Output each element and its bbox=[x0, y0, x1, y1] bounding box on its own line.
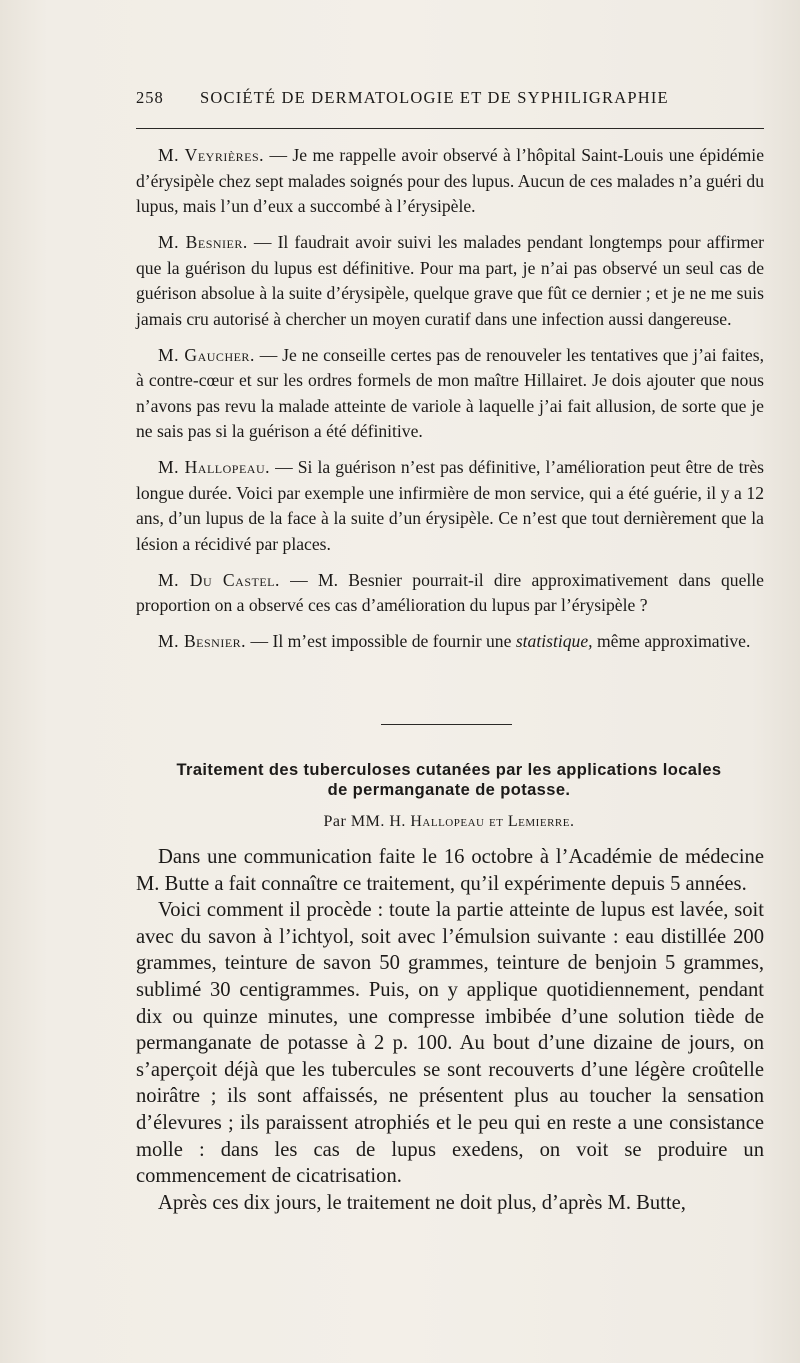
article-paragraph: Après ces dix jours, le traitement ne doit plus, d’après M. Butte, bbox=[158, 1191, 686, 1214]
article-byline bbox=[132, 813, 766, 831]
article-title-line: de permanganate de potasse. bbox=[327, 781, 571, 799]
page-number: 258 bbox=[136, 88, 164, 107]
discussion-paragraph bbox=[136, 143, 764, 220]
speaker-name: M. Veyrières. bbox=[158, 145, 265, 165]
discussion-paragraph bbox=[136, 343, 764, 445]
discussion-paragraph bbox=[136, 230, 764, 332]
speaker-remark: — Il m’est impossible de fournir une bbox=[246, 631, 516, 651]
byline-authors: H. Hallopeau et Lemierre. bbox=[389, 813, 575, 830]
discussion-paragraph bbox=[136, 455, 764, 557]
speaker-name: M. Besnier. bbox=[158, 631, 247, 651]
byline-prefix: Par MM. bbox=[323, 813, 390, 830]
speaker-remark: — Si la guérison n’est pas définitive, l’amélioration peut être de très longue durée. Voici par exemple une infirmière de mon service, qui a été guérie, il y a 12 ans, d’un lupus de la face à la suite d’un érysipèle. Ce n’est que tout dernièrement que la lésion a récidivé par places. bbox=[136, 457, 764, 554]
discussion-section bbox=[136, 143, 764, 665]
running-header bbox=[136, 88, 764, 108]
speaker-name: M. Gaucher. bbox=[158, 344, 255, 365]
speaker-remark: — M. Besnier pourrait-il dire approximativement dans quelle proportion on a observé ces cas d’amélioration du lupus par l’érysipèle ? bbox=[136, 569, 764, 615]
speaker-remark: — Je me rappelle avoir observé à l’hôpital Saint-Louis une épidémie d’érysipèle chez sept malades soignés pour des lupus. Aucun de ces malades n’a guéri du lupus, mais l’un d’eux a succombé à l’érysipèle. bbox=[136, 145, 764, 216]
article-paragraph: Dans une communication faite le 16 octobre à l’Académie de médecine M. Butte a fait connaître ce traitement, qu’il expérimente depuis 5 années. bbox=[136, 846, 764, 895]
speaker-remark: — Je ne conseille certes pas de renouveler les tentatives que j’ai faites, à contre-cœur et sur les ordres formels de mon maître Hillairet. Je dois ajouter que nous n’avons pas revu la malade atteinte de variole à laquelle j’ai fait allusion, de sorte que je ne sais pas si la guérison a été définitive. bbox=[136, 344, 764, 441]
running-title: SOCIÉTÉ DE DERMATOLOGIE ET DE SYPHILIGRAPHIE bbox=[200, 88, 669, 107]
article-paragraph: Voici comment il procède : toute la partie atteinte de lupus est lavée, soit avec du savon à l’ichtyol, soit avec l’émulsion suivante : eau distillée 200 grammes, teinture de savon 50 grammes, teinture de benjoin 5 grammes, sublimé 30 centigrammes. Puis, on y applique quotidiennement, pendant dix ou quinze minutes, une compresse imbibée d’une solution tiède de permanganate de potasse à 2 p. 100. Au bout d’une dizaine de jours, on s’aperçoit déjà que les tubercules se sont recouverts d’une légère croûtelle noirâtre ; ils sont affaissés, ne présentent plus au toucher la sensation d’élevures ; ils paraissent atrophiés et le peu qui en reste a une consistance molle : dans les cas de lupus exedens, on voit se produire un commencement de cicatrisation. bbox=[136, 899, 764, 1188]
discussion-paragraph bbox=[136, 568, 764, 619]
speaker-name: M. Hallopeau. bbox=[158, 457, 271, 477]
article-title bbox=[132, 760, 766, 800]
italic-word: statistique, bbox=[515, 631, 593, 651]
discussion-paragraph bbox=[136, 629, 764, 655]
section-separator bbox=[381, 724, 512, 725]
header-rule bbox=[136, 128, 764, 129]
speaker-name: M. Du Castel. bbox=[158, 569, 280, 590]
speaker-remark-end: même approximative. bbox=[592, 631, 751, 651]
article-title-line: Traitement des tuberculoses cutanées par les applications locales bbox=[176, 761, 722, 779]
speaker-remark: — Il faudrait avoir suivi les malades pendant longtemps pour affirmer que la guérison du lupus est définitive. Pour ma part, je n’ai pas observé un seul cas de guérison absolue à la suite d’érysipèle, quelque grave que fût ce dernier ; et je ne me suis jamais cru autorisé à chercher un moyen curatif dans une infection aussi dangereuse. bbox=[136, 232, 764, 329]
article-body bbox=[136, 844, 764, 1216]
speaker-name: M. Besnier. bbox=[158, 232, 248, 252]
